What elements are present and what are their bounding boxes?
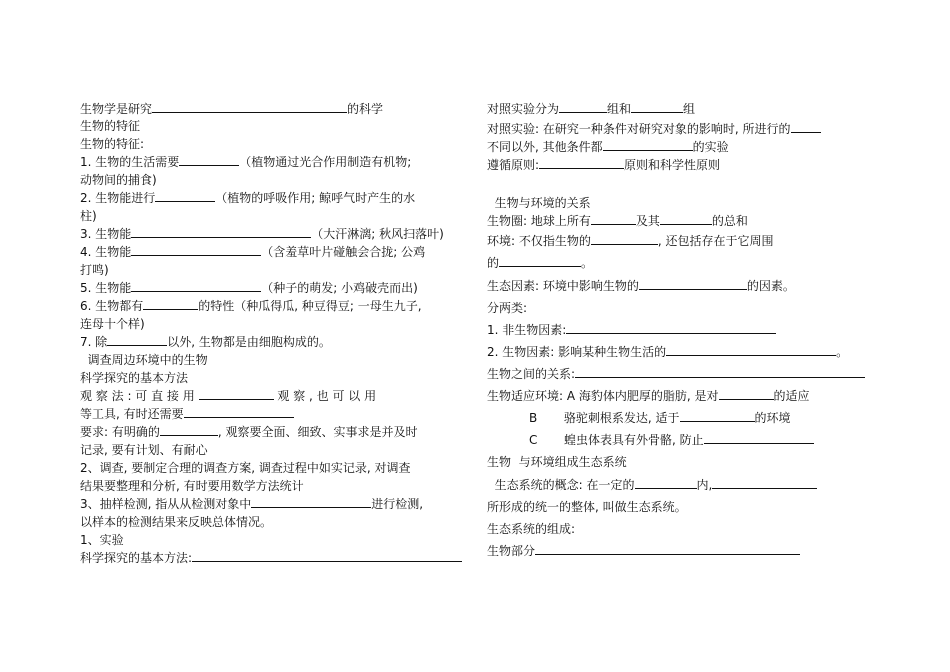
fill-in-blank[interactable] <box>535 542 800 555</box>
text-span: 生物之间的关系: <box>487 367 576 381</box>
text-span: 等工具, 有时还需要 <box>80 407 184 421</box>
text-span: 生态因素: 环境中影响生物的 <box>487 279 639 293</box>
text-span: 1. 生物的生活需要 <box>80 155 180 169</box>
fill-in-blank[interactable] <box>639 277 747 290</box>
fill-in-blank[interactable] <box>575 365 865 378</box>
text-span: 生物的特征: <box>80 137 145 151</box>
text-span: 进行检测, <box>371 497 424 511</box>
fill-in-blank[interactable] <box>107 333 167 346</box>
text-span: 观 察 法 : 可 直 接 用 <box>80 389 199 403</box>
fill-in-blank[interactable] <box>712 476 817 489</box>
left-line <box>80 315 145 333</box>
fill-in-blank[interactable] <box>251 495 371 508</box>
fill-in-blank[interactable] <box>660 212 712 225</box>
text-span: 及其 <box>635 214 660 228</box>
text-span: 以外, 生物都是由细胞构成的。 <box>167 335 331 349</box>
left-line <box>80 153 411 171</box>
left-line <box>80 333 331 351</box>
right-line <box>487 343 848 361</box>
fill-in-blank[interactable] <box>192 549 462 562</box>
right-line <box>487 542 800 560</box>
fill-in-blank[interactable] <box>184 405 294 418</box>
right-line <box>487 409 791 427</box>
text-span: 生物适应环境: A 海豹体内肥厚的脂肪, 是对 <box>487 389 719 403</box>
text-span: 柱) <box>80 209 97 223</box>
text-span: 。 <box>836 345 849 359</box>
fill-in-blank[interactable] <box>591 212 636 225</box>
text-span: 。 <box>581 256 594 270</box>
fill-in-blank[interactable] <box>791 120 821 133</box>
text-span: 2、调查, 要制定合理的调查方案, 调查过程中如实记录, 对调查 <box>80 461 411 475</box>
text-span: 不同以外, 其他条件都 <box>487 140 603 154</box>
right-line <box>487 299 527 317</box>
text-span: 连母十个样) <box>80 317 145 331</box>
right-line <box>487 254 593 272</box>
right-line <box>487 498 687 516</box>
left-line <box>80 189 415 207</box>
text-span: 的适应 <box>773 389 810 403</box>
left-line <box>80 207 97 225</box>
left-line <box>80 495 423 513</box>
text-span: （植物通过光合作用制造有机物; <box>239 155 412 169</box>
fill-in-blank[interactable] <box>635 476 697 489</box>
fill-in-blank[interactable] <box>131 279 261 292</box>
fill-in-blank[interactable] <box>131 243 261 256</box>
text-span: 打鸣) <box>80 263 109 277</box>
left-line <box>80 405 294 423</box>
left-line <box>80 459 411 477</box>
fill-in-blank[interactable] <box>680 409 755 422</box>
left-line <box>80 513 272 531</box>
text-span: 1. 非生物因素: <box>487 323 567 337</box>
fill-in-blank[interactable] <box>631 100 683 113</box>
fill-in-blank[interactable] <box>666 343 836 356</box>
left-line <box>80 279 418 297</box>
text-span: 生物与环境的关系 <box>487 196 591 210</box>
left-line <box>80 135 144 153</box>
text-span: 内, <box>696 478 713 492</box>
fill-in-blank[interactable] <box>155 189 215 202</box>
right-line <box>487 431 814 449</box>
text-span: 3、抽样检测, 指从从检测对象中 <box>80 497 252 511</box>
right-line <box>487 387 810 405</box>
text-span: B 骆驼刺根系发达, 适于 <box>487 411 680 425</box>
left-line <box>80 171 157 189</box>
right-line <box>487 100 695 118</box>
text-span: （大汗淋漓; 秋风扫落叶) <box>311 227 444 241</box>
text-span: 生物部分 <box>487 544 536 558</box>
text-span: 5. 生物能 <box>80 281 132 295</box>
text-span: 科学探究的基本方法 <box>80 371 189 385</box>
text-span: （种子的萌发; 小鸡破壳而出) <box>261 281 418 295</box>
fill-in-blank[interactable] <box>566 321 776 334</box>
text-span: 的 <box>487 256 500 270</box>
text-span: 动物间的捕食) <box>80 173 157 187</box>
left-line <box>80 549 462 567</box>
fill-in-blank[interactable] <box>539 156 624 169</box>
text-span: 生态系统的组成: <box>487 522 576 536</box>
text-span: 以样本的检测结果来反映总体情况。 <box>80 515 273 529</box>
right-line <box>487 232 774 250</box>
text-span: 的科学 <box>347 102 384 116</box>
text-span: 原则和科学性原则 <box>624 158 721 172</box>
text-span: 2. 生物能进行 <box>80 191 156 205</box>
fill-in-blank[interactable] <box>131 225 311 238</box>
text-span: 生态系统的概念: 在一定的 <box>487 478 635 492</box>
fill-in-blank[interactable] <box>603 138 693 151</box>
right-line <box>487 138 729 156</box>
text-span: 的因素。 <box>746 279 795 293</box>
text-span: 的环境 <box>754 411 791 425</box>
fill-in-blank[interactable] <box>179 153 239 166</box>
left-line <box>80 531 124 549</box>
left-line <box>80 369 188 387</box>
text-span: 1、实验 <box>80 533 124 547</box>
text-span: （植物的呼吸作用; 鲸呼气时产生的水 <box>215 191 416 205</box>
left-line <box>80 423 418 441</box>
text-span: 的总和 <box>711 214 748 228</box>
left-line <box>80 477 304 495</box>
fill-in-blank[interactable] <box>704 431 814 444</box>
right-line <box>487 212 748 230</box>
text-span: 对照实验分为 <box>487 102 560 116</box>
left-line <box>80 243 425 261</box>
right-line <box>487 156 720 174</box>
text-span: （含羞草叶片碰触会合拢; 公鸡 <box>261 245 426 259</box>
fill-in-blank[interactable] <box>559 100 607 113</box>
text-span: 生物的特征 <box>80 119 141 133</box>
left-line <box>80 100 383 118</box>
right-line <box>487 321 776 339</box>
left-line <box>80 441 208 459</box>
text-span: 3. 生物能 <box>80 227 132 241</box>
text-span: 的实验 <box>692 140 729 154</box>
left-line <box>80 261 109 279</box>
text-span: C 蝗虫体表具有外骨骼, 防止 <box>487 433 704 447</box>
text-span: 6. 生物都有 <box>80 299 144 313</box>
fill-in-blank[interactable] <box>499 254 581 267</box>
right-line <box>487 453 627 471</box>
text-span: , 观察要全面、细致、实事求是并及时 <box>217 425 418 439</box>
fill-in-blank[interactable] <box>152 100 347 113</box>
text-span: 调查周边环境中的生物 <box>80 353 208 367</box>
text-span: 2. 生物因素: 影响某种生物生活的 <box>487 345 667 359</box>
left-line <box>80 117 140 135</box>
text-span: 结果要整理和分析, 有时要用数学方法统计 <box>80 479 304 493</box>
right-line <box>487 120 821 138</box>
text-span: 遵循原则: <box>487 158 540 172</box>
text-span: 4. 生物能 <box>80 245 132 259</box>
text-span: 7. 除 <box>80 335 108 349</box>
text-span: 对照实验: 在研究一种条件对研究对象的影响时, 所进行的 <box>487 122 791 136</box>
text-span: 生物圈: 地球上所有 <box>487 214 591 228</box>
text-span: 的特性（种瓜得瓜, 种豆得豆; 一母生九子, <box>198 299 422 313</box>
right-line <box>487 476 817 494</box>
right-line <box>487 520 575 538</box>
right-line <box>487 365 865 383</box>
fill-in-blank[interactable] <box>143 297 198 310</box>
text-span: 观 察 , 也 可 以 用 <box>273 389 377 403</box>
text-span: 记录, 要有计划、有耐心 <box>80 443 208 457</box>
fill-in-blank[interactable] <box>591 232 658 245</box>
text-span: 所形成的统一的整体, 叫做生态系统。 <box>487 500 687 514</box>
text-span: 科学探究的基本方法: <box>80 551 193 565</box>
fill-in-blank[interactable] <box>160 423 218 436</box>
text-span: 环境: 不仅指生物的 <box>487 234 591 248</box>
text-span: 生物学是研究 <box>80 102 153 116</box>
left-line <box>80 225 444 243</box>
text-span: , 还包括存在于它周围 <box>657 234 774 248</box>
text-span: 要求: 有明确的 <box>80 425 160 439</box>
fill-in-blank[interactable] <box>719 387 774 400</box>
text-span: 生物 与环境组成生态系统 <box>487 455 627 469</box>
fill-in-blank[interactable] <box>199 387 274 400</box>
left-line <box>80 351 208 369</box>
left-line <box>80 297 422 315</box>
text-span: 组 <box>683 102 696 116</box>
right-line <box>487 194 591 212</box>
right-line <box>487 277 795 295</box>
text-span: 组和 <box>607 102 632 116</box>
left-line <box>80 387 376 405</box>
text-span: 分两类: <box>487 301 528 315</box>
